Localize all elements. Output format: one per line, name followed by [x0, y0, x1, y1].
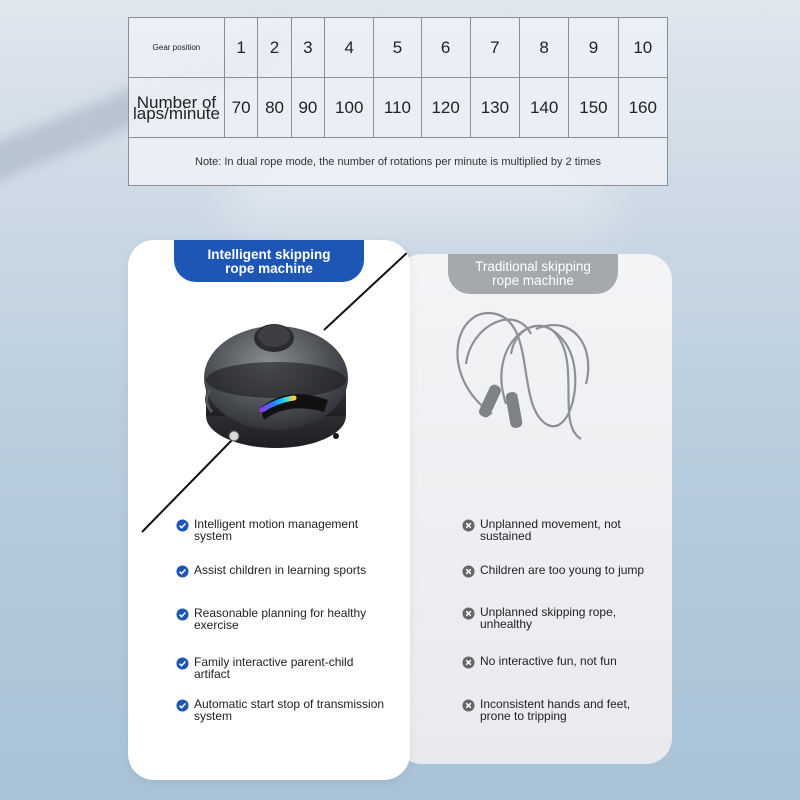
laps-cell: 140 [520, 78, 569, 138]
feature-text: Assist children in learning sports [194, 563, 367, 577]
feature-text: prone to tripping [480, 709, 567, 723]
feature-text: Automatic start stop of transmission [194, 697, 385, 711]
traditional-title-line2: rope machine [492, 273, 574, 288]
feature-text: Unplanned skipping rope, [480, 605, 617, 619]
x-circle-icon [462, 519, 475, 532]
x-circle-icon [462, 699, 475, 712]
feature-text: Inconsistent hands and feet, [480, 697, 631, 711]
x-circle-icon [462, 565, 475, 578]
x-circle-icon [462, 607, 475, 620]
feature-text: Children are too young to jump [480, 563, 645, 577]
traditional-feature-3 [462, 606, 667, 630]
check-circle-icon [176, 608, 189, 621]
feature-text: Intelligent motion management [194, 517, 359, 531]
gear-position-row [129, 18, 668, 78]
note-row [129, 138, 668, 186]
gear-cell: 3 [291, 18, 324, 78]
gear-cell: 7 [470, 18, 519, 78]
laps-row [129, 78, 668, 138]
gear-cell: 6 [421, 18, 470, 78]
feature-text: unhealthy [480, 617, 533, 631]
feature-text: Family interactive parent-child [194, 655, 354, 669]
check-circle-icon [176, 565, 189, 578]
traditional-rope-image [396, 254, 672, 504]
feature-text: artifact [194, 667, 231, 681]
gear-cell: 1 [224, 18, 257, 78]
gear-cell: 8 [520, 18, 569, 78]
intelligent-title-line2: rope machine [225, 261, 313, 276]
traditional-feature-2 [462, 564, 667, 578]
feature-text: No interactive fun, not fun [480, 654, 617, 668]
traditional-feature-1 [462, 518, 667, 542]
smart-rope-device-image [128, 240, 410, 543]
check-circle-icon [176, 519, 189, 532]
traditional-feature-5 [462, 698, 667, 722]
intelligent-feature-3 [176, 607, 410, 631]
laps-cell: 100 [325, 78, 374, 138]
feature-text: Unplanned movement, not [480, 517, 621, 531]
laps-cell: 160 [618, 78, 667, 138]
laps-cell: 130 [470, 78, 519, 138]
traditional-feature-4 [462, 655, 667, 669]
gear-cell: 4 [325, 18, 374, 78]
gear-spec-table [128, 17, 668, 186]
check-circle-icon [176, 657, 189, 670]
intelligent-rope-card [128, 240, 410, 780]
x-circle-icon [462, 656, 475, 669]
laps-header: Number of laps/minute [129, 78, 225, 138]
gear-cell: 10 [618, 18, 667, 78]
feature-text: system [194, 709, 233, 723]
laps-cell: 80 [258, 78, 291, 138]
intelligent-feature-4 [176, 656, 410, 680]
check-circle-icon [176, 699, 189, 712]
intelligent-feature-2 [176, 564, 410, 578]
laps-cell: 150 [569, 78, 618, 138]
laps-cell: 70 [224, 78, 257, 138]
table-note: Note: In dual rope mode, the number of rotations per minute is multiplied by 2 times [129, 138, 668, 186]
intelligent-feature-1 [176, 518, 410, 542]
feature-text: system [194, 529, 233, 543]
feature-text: sustained [480, 529, 532, 543]
traditional-title-line1: Traditional skipping [475, 259, 591, 274]
gear-cell: 5 [374, 18, 421, 78]
laps-cell: 110 [374, 78, 421, 138]
feature-text: exercise [194, 618, 239, 632]
gear-cell: 9 [569, 18, 618, 78]
traditional-rope-card [396, 254, 672, 764]
gear-position-header: Gear position [129, 18, 225, 78]
intelligent-title-line1: Intelligent skipping [207, 247, 331, 262]
feature-text: Reasonable planning for healthy [194, 606, 367, 620]
laps-cell: 90 [291, 78, 324, 138]
intelligent-feature-5 [176, 698, 410, 722]
gear-cell: 2 [258, 18, 291, 78]
laps-cell: 120 [421, 78, 470, 138]
